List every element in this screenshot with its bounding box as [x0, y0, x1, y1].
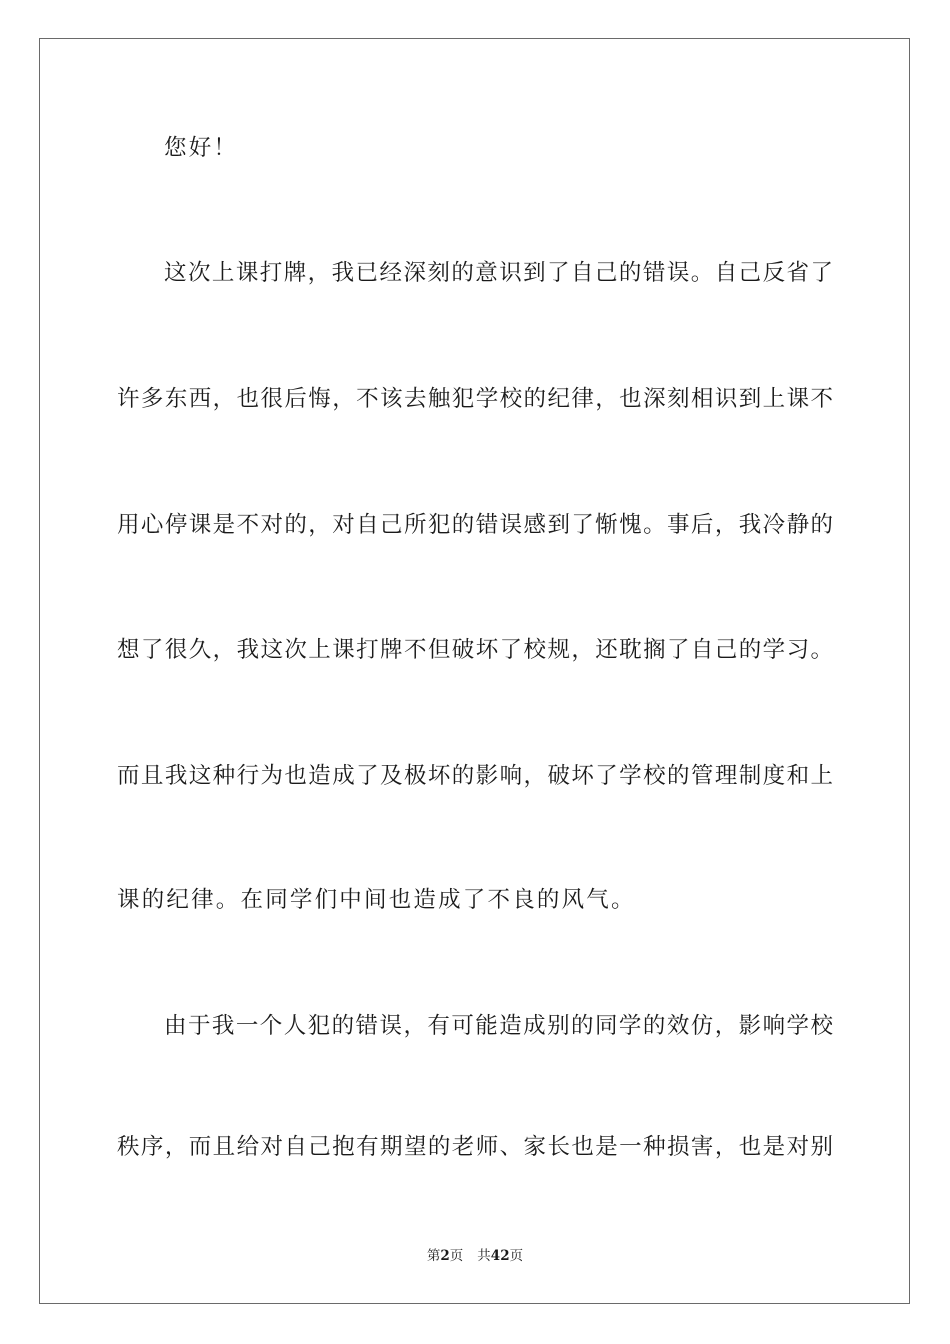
- paragraph-line-1: 这次上课打牌，我已经深刻的意识到了自己的错误。自己反省了: [164, 260, 833, 286]
- paragraph-line-4: 想了很久，我这次上课打牌不但破坏了校规，还耽搁了自己的学习。: [117, 637, 833, 663]
- footer-page-current: 2: [440, 1248, 450, 1264]
- paragraph-line-7: 由于我一个人犯的错误，有可能造成别的同学的效仿，影响学校: [164, 1013, 833, 1039]
- footer-page-prefix: 第: [426, 1248, 441, 1264]
- page-border: [39, 38, 910, 1304]
- footer-page-suffix: 页: [449, 1248, 464, 1264]
- footer-total-suffix: 页: [509, 1248, 524, 1264]
- paragraph-line-2: 许多东西，也很后悔，不该去触犯学校的纪律，也深刻相识到上课不: [117, 386, 833, 412]
- page-footer: [0, 1247, 950, 1265]
- footer-total-prefix: 共: [477, 1248, 491, 1264]
- paragraph-line-3: 用心停课是不对的，对自己所犯的错误感到了惭愧。事后，我冷静的: [117, 512, 833, 538]
- paragraph-line-5: 而且我这种行为也造成了及极坏的影响，破坏了学校的管理制度和上: [117, 763, 833, 789]
- paragraph-line-8: 秩序，而且给对自己抱有期望的老师、家长也是一种损害，也是对别: [117, 1134, 833, 1160]
- greeting: 您好！: [164, 135, 239, 161]
- footer-page-total: 42: [490, 1248, 510, 1264]
- paragraph-line-6: 课的纪律。在同学们中间也造成了不良的风气。: [117, 887, 636, 913]
